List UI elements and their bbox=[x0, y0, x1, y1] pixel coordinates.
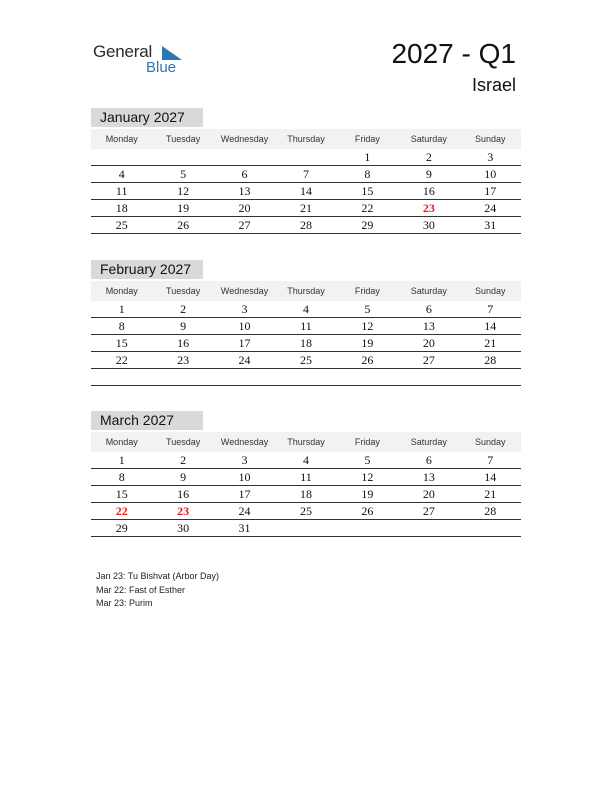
day-cell: 9 bbox=[152, 318, 213, 335]
month-block-january bbox=[91, 108, 521, 234]
day-cell: 26 bbox=[152, 217, 213, 234]
day-cell: 13 bbox=[398, 318, 459, 335]
weekday-label: Wednesday bbox=[214, 129, 275, 149]
day-cell bbox=[214, 149, 275, 166]
day-cell: 6 bbox=[214, 166, 275, 183]
day-cell: 17 bbox=[460, 183, 521, 200]
day-cell: 23 bbox=[152, 352, 213, 369]
week-row bbox=[91, 200, 521, 217]
day-cell bbox=[460, 369, 521, 386]
weekday-label: Monday bbox=[91, 281, 152, 301]
logo bbox=[93, 42, 203, 78]
day-cell: 2 bbox=[152, 452, 213, 469]
weekday-label: Sunday bbox=[460, 129, 521, 149]
weekday-header-row bbox=[91, 281, 521, 301]
week-row bbox=[91, 166, 521, 183]
weekday-label: Saturday bbox=[398, 281, 459, 301]
weekday-label: Thursday bbox=[275, 129, 336, 149]
weekday-label: Saturday bbox=[398, 129, 459, 149]
day-cell: 4 bbox=[275, 452, 336, 469]
day-cell: 18 bbox=[91, 200, 152, 217]
day-cell: 22 bbox=[91, 503, 152, 520]
day-cell bbox=[275, 520, 336, 537]
day-cell: 27 bbox=[398, 352, 459, 369]
day-cell: 12 bbox=[152, 183, 213, 200]
logo-text-blue: Blue bbox=[146, 59, 177, 76]
day-cell: 5 bbox=[152, 166, 213, 183]
week-row bbox=[91, 469, 521, 486]
day-cell bbox=[152, 369, 213, 386]
day-cell: 10 bbox=[214, 318, 275, 335]
day-cell: 14 bbox=[460, 318, 521, 335]
day-cell bbox=[91, 149, 152, 166]
day-cell: 26 bbox=[337, 352, 398, 369]
day-cell: 27 bbox=[214, 217, 275, 234]
day-cell: 15 bbox=[337, 183, 398, 200]
day-cell: 16 bbox=[152, 486, 213, 503]
week-row bbox=[91, 503, 521, 520]
month-block-february bbox=[91, 260, 521, 386]
day-cell: 24 bbox=[460, 200, 521, 217]
weekday-label: Wednesday bbox=[214, 432, 275, 452]
day-cell: 22 bbox=[91, 352, 152, 369]
day-cell: 23 bbox=[398, 200, 459, 217]
day-cell: 20 bbox=[398, 486, 459, 503]
month-title: March 2027 bbox=[91, 411, 203, 430]
day-cell: 5 bbox=[337, 301, 398, 318]
day-cell: 23 bbox=[152, 503, 213, 520]
week-row bbox=[91, 452, 521, 469]
day-cell: 4 bbox=[275, 301, 336, 318]
day-cell: 17 bbox=[214, 335, 275, 352]
day-cell: 24 bbox=[214, 352, 275, 369]
day-cell: 6 bbox=[398, 301, 459, 318]
weekday-header-row bbox=[91, 432, 521, 452]
month-calendar-table bbox=[91, 432, 521, 537]
week-row bbox=[91, 486, 521, 503]
day-cell: 20 bbox=[398, 335, 459, 352]
country-name: Israel bbox=[471, 75, 516, 95]
page-title: 2027 - Q1 bbox=[391, 38, 516, 69]
day-cell: 5 bbox=[337, 452, 398, 469]
weekday-label: Thursday bbox=[275, 432, 336, 452]
day-cell: 19 bbox=[337, 335, 398, 352]
day-cell: 13 bbox=[398, 469, 459, 486]
day-cell: 9 bbox=[398, 166, 459, 183]
day-cell: 2 bbox=[152, 301, 213, 318]
day-cell: 10 bbox=[460, 166, 521, 183]
day-cell: 11 bbox=[275, 469, 336, 486]
day-cell bbox=[337, 369, 398, 386]
month-block-march bbox=[91, 411, 521, 537]
week-row bbox=[91, 335, 521, 352]
day-cell: 30 bbox=[152, 520, 213, 537]
day-cell: 14 bbox=[275, 183, 336, 200]
holiday-notes bbox=[96, 570, 219, 611]
week-row bbox=[91, 301, 521, 318]
day-cell: 12 bbox=[337, 469, 398, 486]
day-cell: 20 bbox=[214, 200, 275, 217]
week-row bbox=[91, 520, 521, 537]
holiday-note: Jan 23: Tu Bishvat (Arbor Day) bbox=[96, 571, 220, 581]
day-cell: 8 bbox=[337, 166, 398, 183]
weekday-label: Tuesday bbox=[152, 432, 213, 452]
day-cell: 16 bbox=[398, 183, 459, 200]
day-cell bbox=[275, 369, 336, 386]
day-cell bbox=[337, 520, 398, 537]
day-cell: 31 bbox=[214, 520, 275, 537]
weekday-label: Tuesday bbox=[152, 281, 213, 301]
holiday-note: Mar 23: Purim bbox=[96, 598, 153, 608]
logo-text-general: General bbox=[93, 42, 153, 61]
weekday-label: Sunday bbox=[460, 281, 521, 301]
day-cell: 4 bbox=[91, 166, 152, 183]
day-cell bbox=[398, 520, 459, 537]
day-cell: 14 bbox=[460, 469, 521, 486]
day-cell: 25 bbox=[91, 217, 152, 234]
day-cell: 11 bbox=[275, 318, 336, 335]
week-row bbox=[91, 217, 521, 234]
day-cell bbox=[398, 369, 459, 386]
weekday-label: Saturday bbox=[398, 432, 459, 452]
day-cell: 1 bbox=[91, 301, 152, 318]
day-cell: 18 bbox=[275, 335, 336, 352]
day-cell: 22 bbox=[337, 200, 398, 217]
logo-triangle-icon bbox=[162, 46, 182, 60]
day-cell: 7 bbox=[460, 301, 521, 318]
day-cell: 2 bbox=[398, 149, 459, 166]
day-cell: 28 bbox=[460, 503, 521, 520]
day-cell: 26 bbox=[337, 503, 398, 520]
day-cell bbox=[275, 149, 336, 166]
holiday-note: Mar 22: Fast of Esther bbox=[96, 584, 186, 595]
month-title: January 2027 bbox=[91, 108, 203, 127]
day-cell: 19 bbox=[337, 486, 398, 503]
day-cell: 9 bbox=[152, 469, 213, 486]
month-calendar-table bbox=[91, 129, 521, 234]
day-cell: 21 bbox=[275, 200, 336, 217]
day-cell: 17 bbox=[214, 486, 275, 503]
weekday-label: Monday bbox=[91, 432, 152, 452]
day-cell: 10 bbox=[214, 469, 275, 486]
day-cell bbox=[460, 520, 521, 537]
day-cell: 21 bbox=[460, 486, 521, 503]
day-cell: 27 bbox=[398, 503, 459, 520]
week-row bbox=[91, 352, 521, 369]
week-row bbox=[91, 318, 521, 335]
weekday-label: Thursday bbox=[275, 281, 336, 301]
day-cell bbox=[91, 369, 152, 386]
day-cell: 7 bbox=[460, 452, 521, 469]
day-cell: 18 bbox=[275, 486, 336, 503]
weekday-header-row bbox=[91, 129, 521, 149]
day-cell: 29 bbox=[337, 217, 398, 234]
day-cell: 16 bbox=[152, 335, 213, 352]
month-calendar-table bbox=[91, 281, 521, 386]
day-cell: 13 bbox=[214, 183, 275, 200]
weekday-label: Friday bbox=[337, 129, 398, 149]
week-row bbox=[91, 183, 521, 200]
day-cell: 25 bbox=[275, 503, 336, 520]
weekday-label: Tuesday bbox=[152, 129, 213, 149]
day-cell: 28 bbox=[460, 352, 521, 369]
month-title: February 2027 bbox=[91, 260, 203, 279]
day-cell: 3 bbox=[214, 301, 275, 318]
day-cell: 31 bbox=[460, 217, 521, 234]
day-cell: 21 bbox=[460, 335, 521, 352]
day-cell: 29 bbox=[91, 520, 152, 537]
day-cell: 19 bbox=[152, 200, 213, 217]
day-cell: 6 bbox=[398, 452, 459, 469]
day-cell: 1 bbox=[337, 149, 398, 166]
weekday-label: Friday bbox=[337, 281, 398, 301]
day-cell: 15 bbox=[91, 335, 152, 352]
day-cell: 3 bbox=[460, 149, 521, 166]
day-cell: 30 bbox=[398, 217, 459, 234]
weekday-label: Sunday bbox=[460, 432, 521, 452]
week-row bbox=[91, 149, 521, 166]
week-row bbox=[91, 369, 521, 386]
day-cell: 7 bbox=[275, 166, 336, 183]
day-cell: 11 bbox=[91, 183, 152, 200]
day-cell bbox=[214, 369, 275, 386]
day-cell: 1 bbox=[91, 452, 152, 469]
day-cell: 3 bbox=[214, 452, 275, 469]
day-cell: 25 bbox=[275, 352, 336, 369]
weekday-label: Monday bbox=[91, 129, 152, 149]
day-cell: 28 bbox=[275, 217, 336, 234]
weekday-label: Friday bbox=[337, 432, 398, 452]
day-cell: 24 bbox=[214, 503, 275, 520]
day-cell: 12 bbox=[337, 318, 398, 335]
weekday-label: Wednesday bbox=[214, 281, 275, 301]
day-cell: 15 bbox=[91, 486, 152, 503]
day-cell: 8 bbox=[91, 318, 152, 335]
day-cell bbox=[152, 149, 213, 166]
day-cell: 8 bbox=[91, 469, 152, 486]
